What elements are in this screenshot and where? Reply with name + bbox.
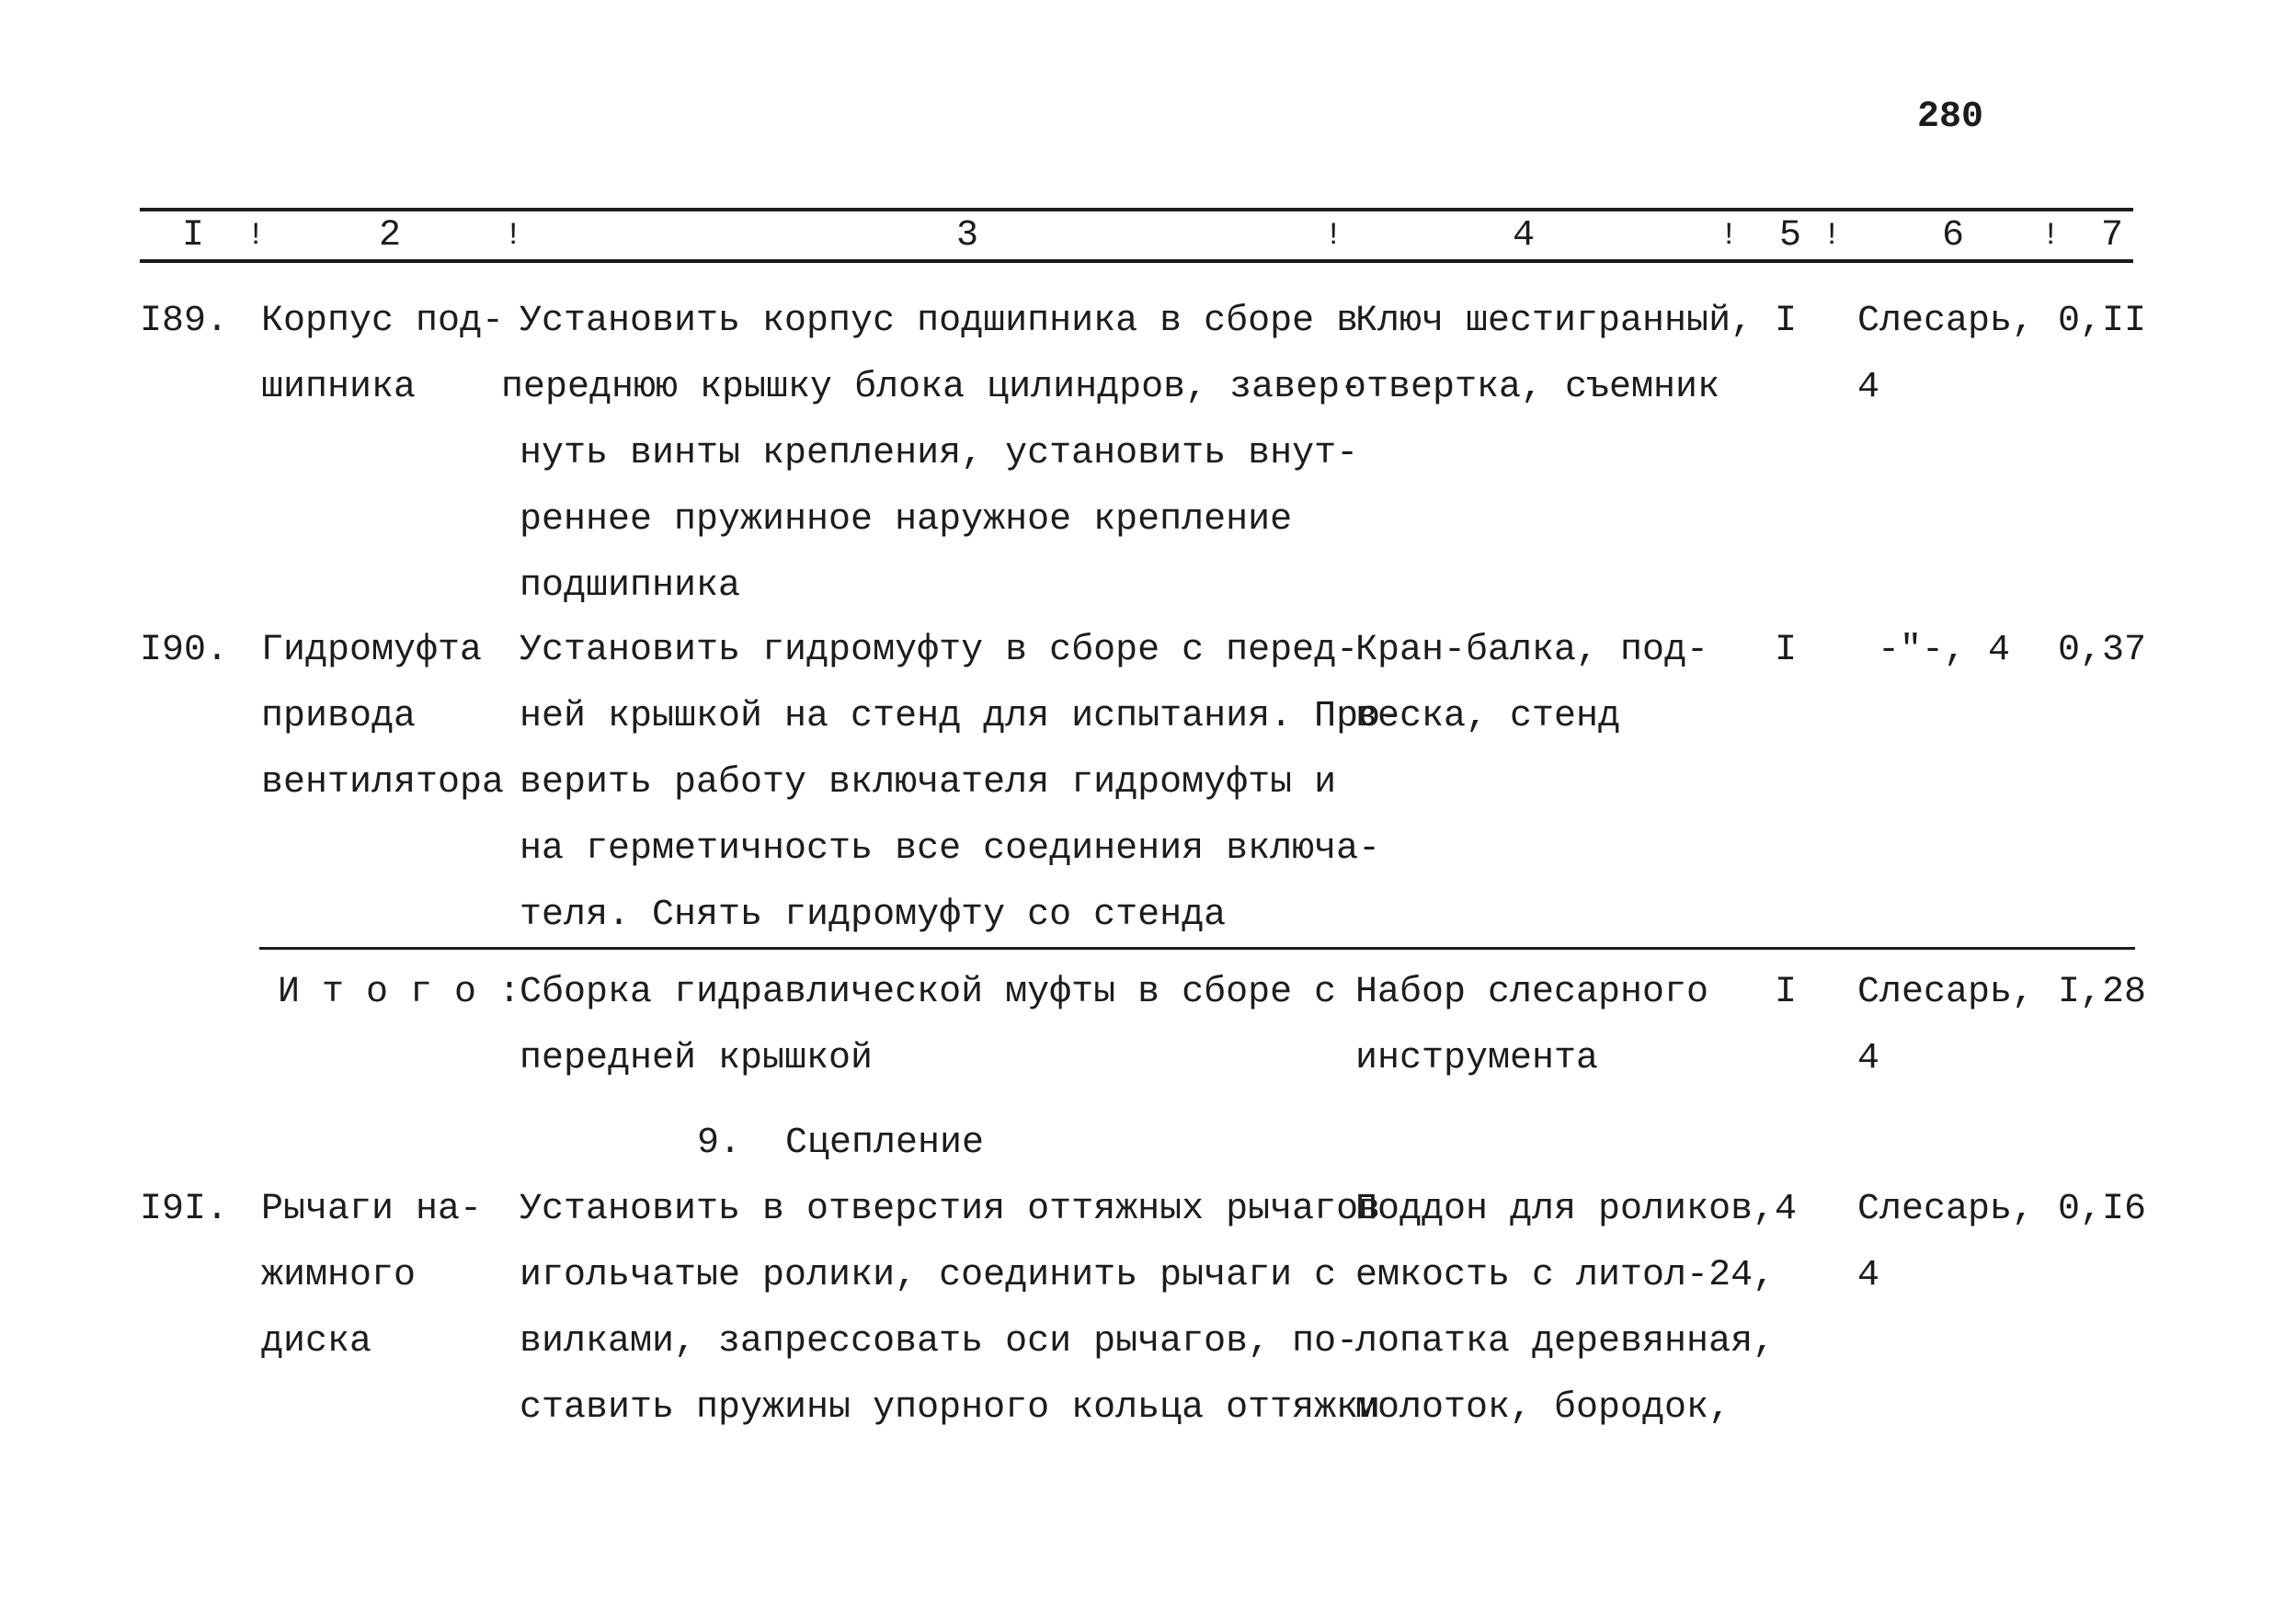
worker-grade [1857, 960, 2034, 1092]
table-header-rule [140, 259, 2133, 263]
tools-line: лопатка деревянная, [1355, 1321, 1776, 1363]
worker-grade [1857, 289, 2034, 421]
tools-line: емкость с литол-24, [1355, 1255, 1776, 1296]
operation-line: переднюю крышку блока цилиндров, завер- [501, 367, 1363, 408]
worker-line: 4 [1857, 1255, 1880, 1296]
tools-text [1355, 1177, 1775, 1442]
table-top-rule [140, 208, 2133, 211]
count-value: I [1775, 301, 1798, 342]
column-header-2: 2 [379, 215, 402, 257]
tools-line: молоток, бородок, [1355, 1387, 1731, 1429]
page-number: 280 [1917, 97, 1984, 138]
operation-line: Установить гидромуфту в сборе с перед- [520, 630, 1359, 671]
operation-line: нуть винты крепления, установить внут- [520, 433, 1359, 474]
item-name-line: Корпус под- [261, 301, 505, 342]
row-number: I89. [140, 301, 229, 342]
operation-text [520, 960, 1336, 1092]
item-name [261, 618, 504, 816]
item-name-line: привода [261, 696, 417, 737]
item-name-line: вентилятора [261, 762, 505, 804]
item-name-line: диска [261, 1321, 372, 1363]
operation-text [501, 289, 1363, 620]
operation-line: на герметичность все соединения включа- [520, 828, 1381, 870]
worker-line: 4 [1857, 1038, 1880, 1079]
operation-line: ней крышкой на стенд для испытания. Про- [520, 696, 1403, 737]
tools-text [1355, 618, 1708, 750]
time-value: 0,II [2058, 301, 2147, 342]
column-header-6: 6 [1942, 215, 1965, 257]
total-label: И т о г о : [278, 972, 521, 1013]
worker-line: Слесарь, [1857, 972, 2035, 1013]
operation-line: игольчатые ролики, соединить рычаги с [520, 1255, 1337, 1296]
operation-line: Установить корпус подшипника в сборе в [520, 301, 1359, 342]
row-number: I9I. [140, 1189, 229, 1230]
worker-grade [1857, 1177, 2034, 1309]
worker-grade [1878, 618, 2010, 684]
operation-line: передней крышкой [520, 1038, 874, 1079]
tools-line: инструмента [1355, 1038, 1599, 1079]
tools-line: веска, стенд [1355, 696, 1621, 737]
column-separator: ! [2041, 219, 2061, 254]
count-value: 4 [1775, 1189, 1798, 1230]
item-name-line: Рычаги на- [261, 1189, 483, 1230]
time-value: 0,37 [2058, 630, 2147, 671]
operation-line: ставить пружины упорного кольца оттяжки [520, 1387, 1381, 1429]
operation-line: верить работу включателя гидромуфты и [520, 762, 1337, 804]
section-title: 9. Сцепление [697, 1123, 985, 1164]
worker-line: Слесарь, [1857, 301, 2035, 342]
tools-text [1344, 289, 1753, 421]
time-value: 0,I6 [2058, 1189, 2147, 1230]
row-number: I90. [140, 630, 229, 671]
count-value: I [1775, 630, 1798, 671]
column-separator: ! [1822, 219, 1842, 254]
operation-line: реннее пружинное наружное крепление [520, 499, 1293, 541]
count-value: I [1775, 972, 1798, 1013]
operation-line: Сборка гидравлической муфты в сборе с [520, 972, 1337, 1013]
operation-line: Установить в отверстия оттяжных рычагов [520, 1189, 1381, 1230]
column-separator: ! [1324, 219, 1343, 254]
column-header-1: I [182, 215, 205, 257]
tools-text [1355, 960, 1708, 1092]
column-separator: ! [246, 219, 266, 254]
total-divider-rule [259, 947, 2135, 950]
operation-line: вилками, запрессовать оси рычагов, по- [520, 1321, 1359, 1363]
item-name-line: жимного [261, 1255, 417, 1296]
tools-line: Кран-балка, под- [1355, 630, 1709, 671]
tools-line: отвертка, съемник [1344, 367, 1720, 408]
column-header-4: 4 [1513, 215, 1536, 257]
operation-line: теля. Снять гидромуфту со стенда [520, 895, 1227, 936]
worker-line: 4 [1857, 367, 1880, 408]
item-name-line: Гидромуфта [261, 630, 483, 671]
column-separator: ! [504, 219, 523, 254]
item-name [261, 289, 504, 421]
tools-line: Ключ шестигранный, [1355, 301, 1753, 342]
time-value: I,28 [2058, 972, 2147, 1013]
column-separator: ! [1719, 219, 1739, 254]
item-name [261, 1177, 482, 1375]
item-name-line: шипника [261, 367, 417, 408]
tools-line: Набор слесарного [1355, 972, 1709, 1013]
tools-line: Поддон для роликов, [1355, 1189, 1776, 1230]
column-header-7: 7 [2101, 215, 2124, 257]
column-header-3: 3 [956, 215, 979, 257]
worker-line: Слесарь, [1857, 1189, 2035, 1230]
operation-text [520, 618, 1402, 949]
worker-line: -"-, 4 [1878, 630, 2011, 671]
operation-line: подшипника [520, 565, 741, 607]
operation-text [520, 1177, 1380, 1442]
column-header-5: 5 [1779, 215, 1802, 257]
